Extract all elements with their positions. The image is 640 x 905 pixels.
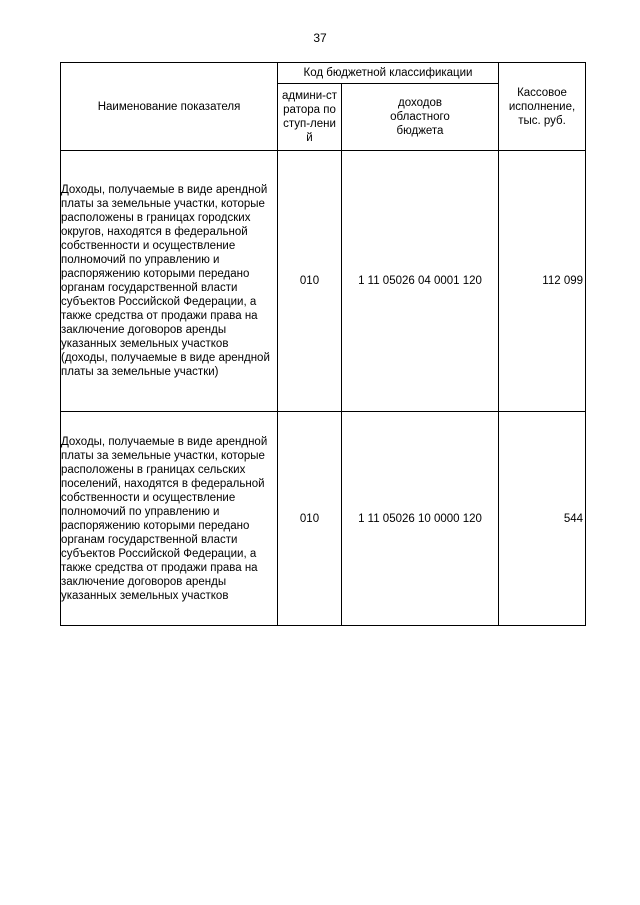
header-row-1	[61, 63, 586, 84]
row-admin-code: 010	[278, 151, 342, 412]
row-execution: 112 099	[499, 151, 586, 412]
row-income-code: 1 11 05026 04 0001 120	[342, 151, 499, 412]
header-income-text: доходов областного бюджета	[390, 97, 450, 137]
row-name: Доходы, получаемые в виде арендной платы за земельные участки, которые расположены в границах городских округов, находятся в федеральной собственности и осуществление полномочий по управлению и распоряжению которыми передано органам государственной власти субъектов Российской Федерации, а также средства от продажи права на заключение договоров аренды указанных земельных участков (доходы, получаемые в виде арендной платы за земельные участки)	[61, 151, 278, 412]
table-row	[61, 151, 586, 412]
row-name: Доходы, получаемые в виде арендной платы за земельные участки, которые расположены в границах сельских поселений, находятся в федеральной собственности и осуществление полномочий по управлению и распоряжению которыми передано органам государственной власти субъектов Российской Федерации, а также средства от продажи права на заключение договоров аренды указанных земельных участков	[61, 412, 278, 626]
header-code-group: Код бюджетной классификации	[278, 63, 499, 84]
header-income	[342, 84, 499, 151]
header-admin	[278, 84, 342, 151]
header-execution	[499, 63, 586, 151]
table-row	[61, 412, 586, 626]
page-number: 37	[313, 31, 327, 45]
row-admin-code: 010	[278, 412, 342, 626]
header-admin-text: админи-стратора поступ-лений	[281, 90, 338, 144]
header-execution-text: Кассовое исполнение, тыс. руб.	[508, 86, 576, 127]
row-execution: 544	[499, 412, 586, 626]
budget-table	[60, 62, 586, 626]
row-income-code: 1 11 05026 10 0000 120	[342, 412, 499, 626]
header-name: Наименование показателя	[61, 63, 278, 151]
